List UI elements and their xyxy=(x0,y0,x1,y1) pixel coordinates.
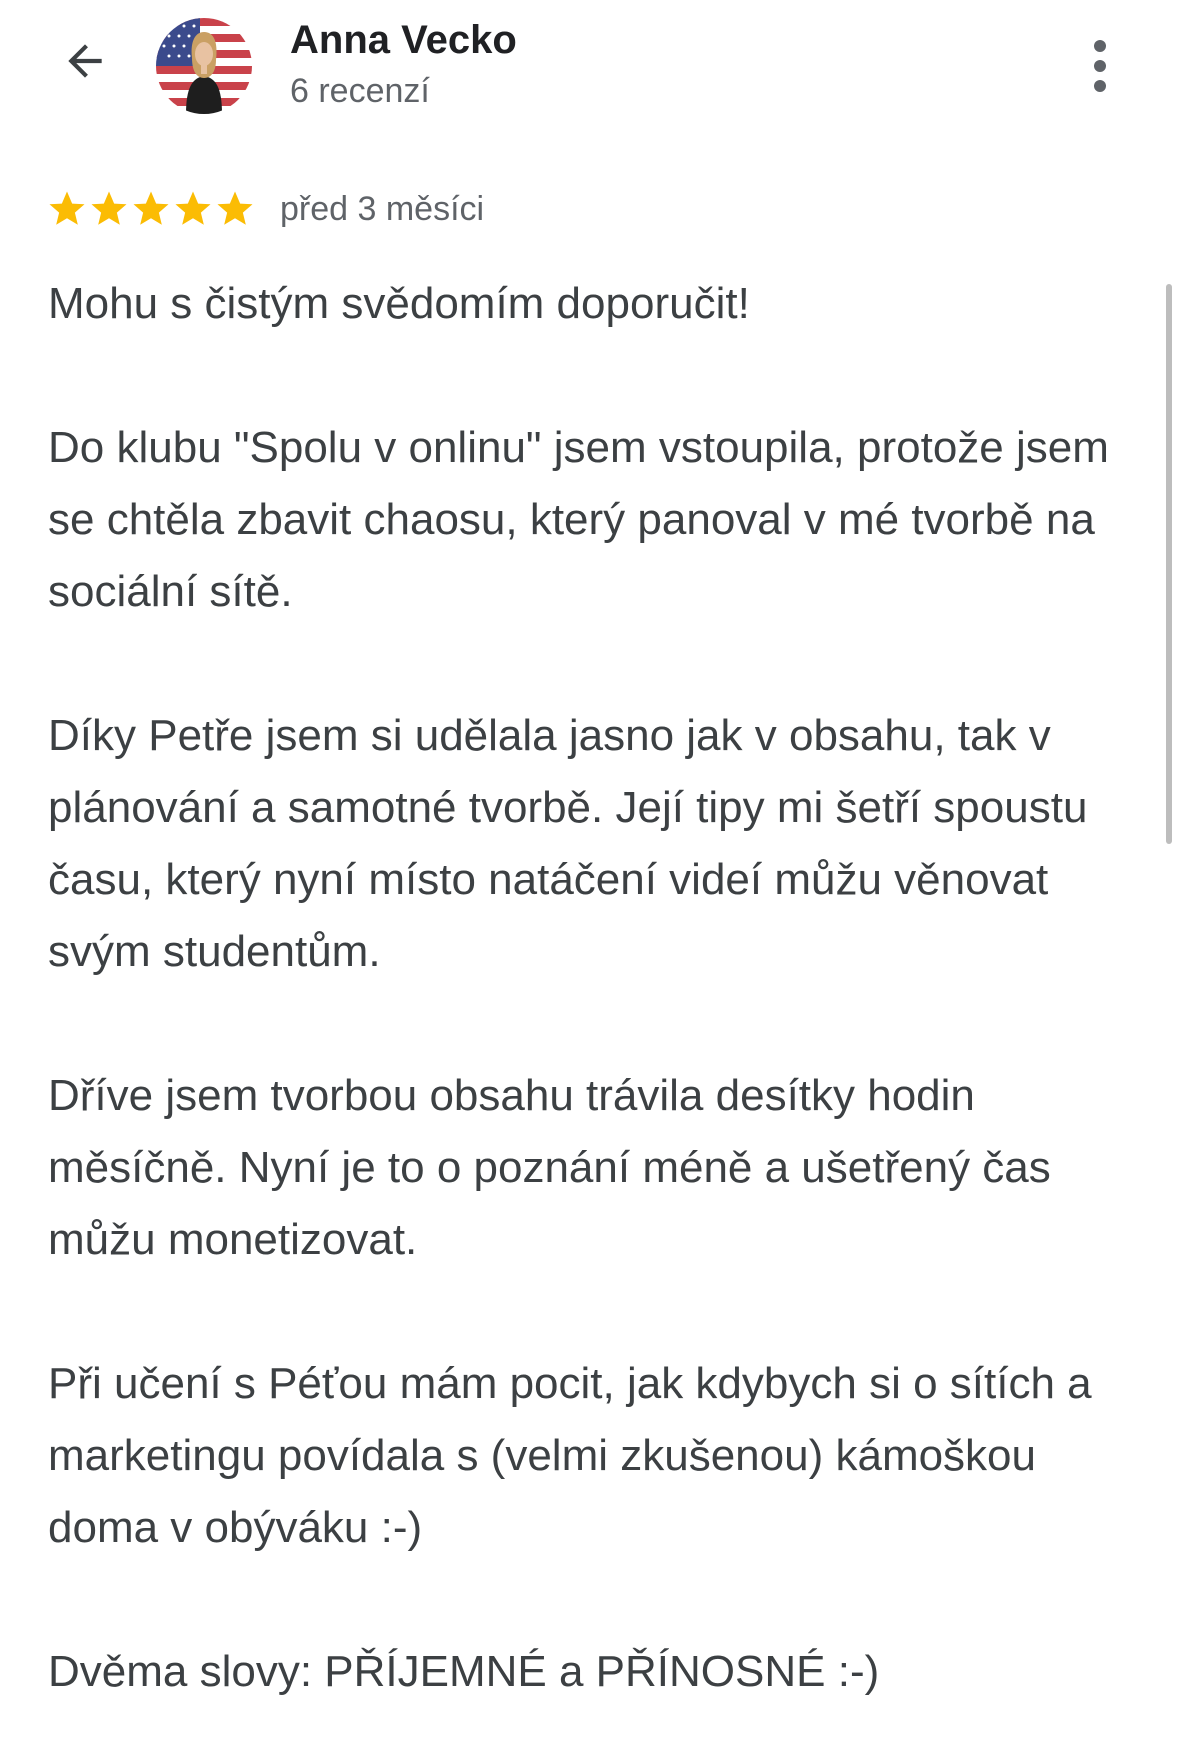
review-text xyxy=(48,268,1128,1708)
more-vertical-icon xyxy=(1090,38,1110,99)
back-button[interactable] xyxy=(50,28,120,98)
arrow-left-icon xyxy=(60,36,110,91)
review-paragraph: Dvěma slovy: PŘÍJEMNÉ a PŘÍNOSNÉ :-) xyxy=(48,1647,880,1696)
star-icon xyxy=(46,188,88,230)
review-paragraph: Při učení s Péťou mám pocit, jak kdybych si o sítích a marketingu povídala s (velmi zkušenou) kámoškou doma v obýváku :-) xyxy=(48,1359,1092,1552)
star-icon xyxy=(130,188,172,230)
star-icon xyxy=(88,188,130,230)
review-paragraph: Díky Petře jsem si udělala jasno jak v obsahu, tak v plánování a samotné tvorbě. Její tipy mi šetří spoustu času, který nyní místo natáčení videí můžu věnovat svým studentům. xyxy=(48,711,1088,976)
review-date: před 3 měsíci xyxy=(280,189,485,228)
star-icon xyxy=(214,188,256,230)
reviewer-name[interactable]: Anna Vecko xyxy=(290,18,517,62)
scrollbar[interactable] xyxy=(1166,284,1172,844)
review-paragraph: Dříve jsem tvorbou obsahu trávila desítky hodin měsíčně. Nyní je to o poznání méně a ušetřený čas můžu monetizovat. xyxy=(48,1071,1051,1264)
review-paragraph: Do klubu "Spolu v onlinu" jsem vstoupila, protože jsem se chtěla zbavit chaosu, který panoval v mé tvorbě na sociální sítě. xyxy=(48,423,1109,616)
rating-row xyxy=(46,184,484,234)
avatar[interactable] xyxy=(156,18,252,114)
star-rating xyxy=(46,188,256,230)
review-paragraph: Mohu s čistým svědomím doporučit! xyxy=(48,279,750,328)
review-count: 6 recenzí xyxy=(290,72,430,110)
more-options-button[interactable] xyxy=(1070,30,1130,106)
star-icon xyxy=(172,188,214,230)
review-header xyxy=(0,0,1179,130)
